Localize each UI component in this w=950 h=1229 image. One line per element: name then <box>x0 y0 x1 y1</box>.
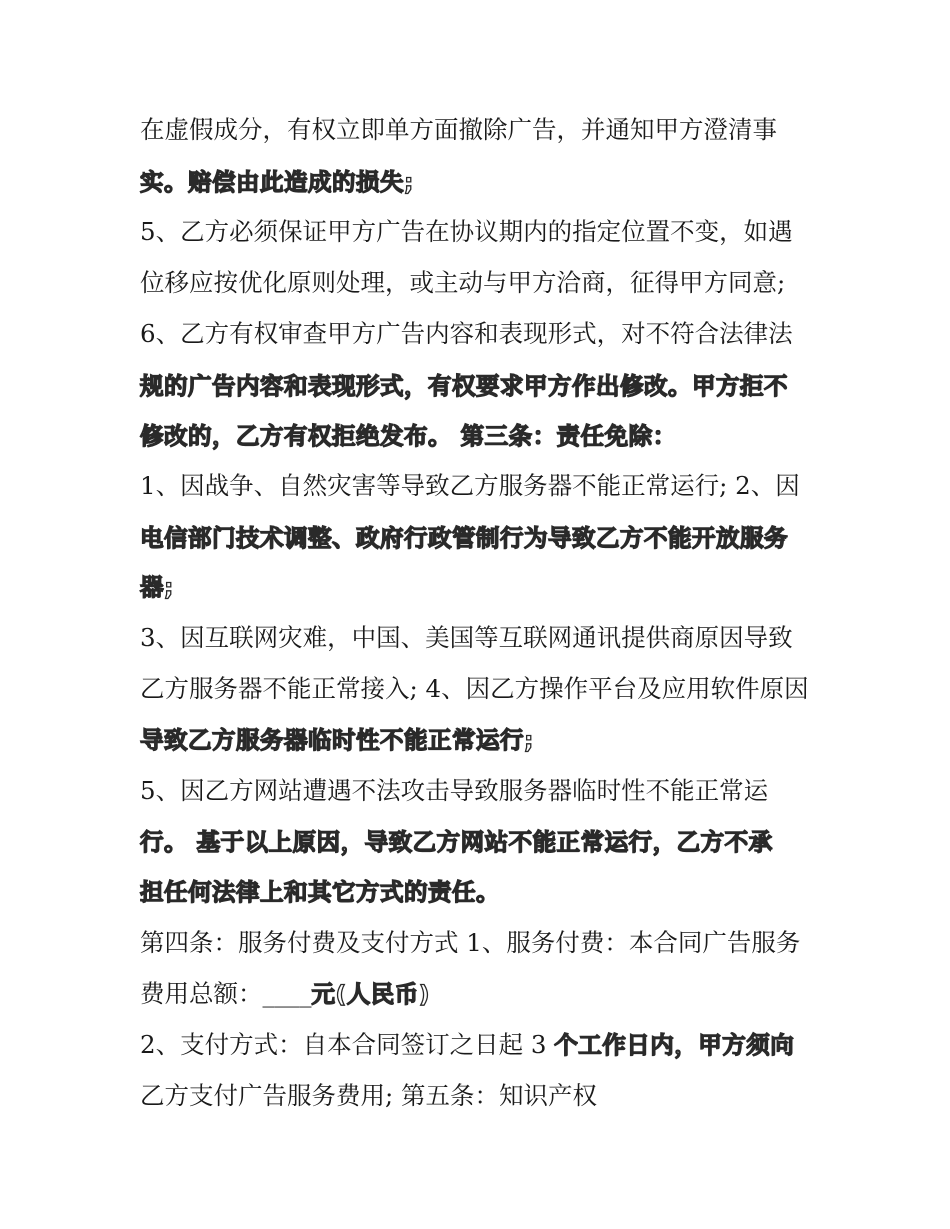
text-line-17: 第四条：服务付费及支付方式 1、服务付费：本合同广告服务 <box>140 928 801 957</box>
text-line-20: 乙方支付广告服务费用; 第五条：知识产权 <box>140 1081 598 1110</box>
text-line-14: 5、因乙方网站遭遇不法攻击导致服务器临时性不能正常运 <box>140 776 769 805</box>
text-line-1: 在虚假成分，有权立即单方面撤除广告，并通知甲方澄清事 <box>140 115 777 144</box>
text-line-19 <box>140 1025 820 1065</box>
text-line-18-outline: 元(人民币) <box>311 980 430 1008</box>
text-line-12: 乙方服务器不能正常接入; 4、因乙方操作平台及应用软件原因 <box>140 674 809 703</box>
text-line-6: 规的广告内容和表现形式，有权要求甲方作出修改。甲方拒不 <box>140 372 788 400</box>
text-line-2: 实。赔偿由此造成的损失; <box>140 168 414 196</box>
text-line-11: 3、因互联网灾难，中国、美国等互联网通讯提供商原因导致 <box>140 623 793 652</box>
text-line-5: 6、乙方有权审查甲方广告内容和表现形式，对不符合法律法 <box>140 319 793 348</box>
text-line-4: 位移应按优化原则处理，或主动与甲方洽商，征得甲方同意; <box>140 268 786 297</box>
text-line-13: 导致乙方服务器临时性不能正常运行; <box>140 726 534 754</box>
text-line-3: 5、乙方必须保证甲方广告在协议期内的指定位置不变，如遇 <box>140 217 793 246</box>
text-line-10: 器; <box>140 573 174 601</box>
text-line-8: 1、因战争、自然灾害等导致乙方服务器不能正常运行; 2、因 <box>140 471 800 500</box>
text-line-9: 电信部门技术调整、政府行政管制行为导致乙方不能开放服务 <box>140 524 788 552</box>
text-line-7: 修改的，乙方有权拒绝发布。 第三条：责任免除： <box>140 422 677 450</box>
text-line-16: 担任何法律上和其它方式的责任。 <box>140 878 500 906</box>
text-line-19-plain: 2、支付方式：自本合同签订之日起 3 <box>140 1030 555 1059</box>
text-line-19-outline: 个工作日内，甲方须向 <box>554 1031 795 1059</box>
text-line-18-plain: 费用总额：____ <box>140 979 312 1008</box>
text-line-18 <box>140 974 820 1014</box>
text-line-15: 行。 基于以上原因，导致乙方网站不能正常运行，乙方不承 <box>140 828 773 856</box>
